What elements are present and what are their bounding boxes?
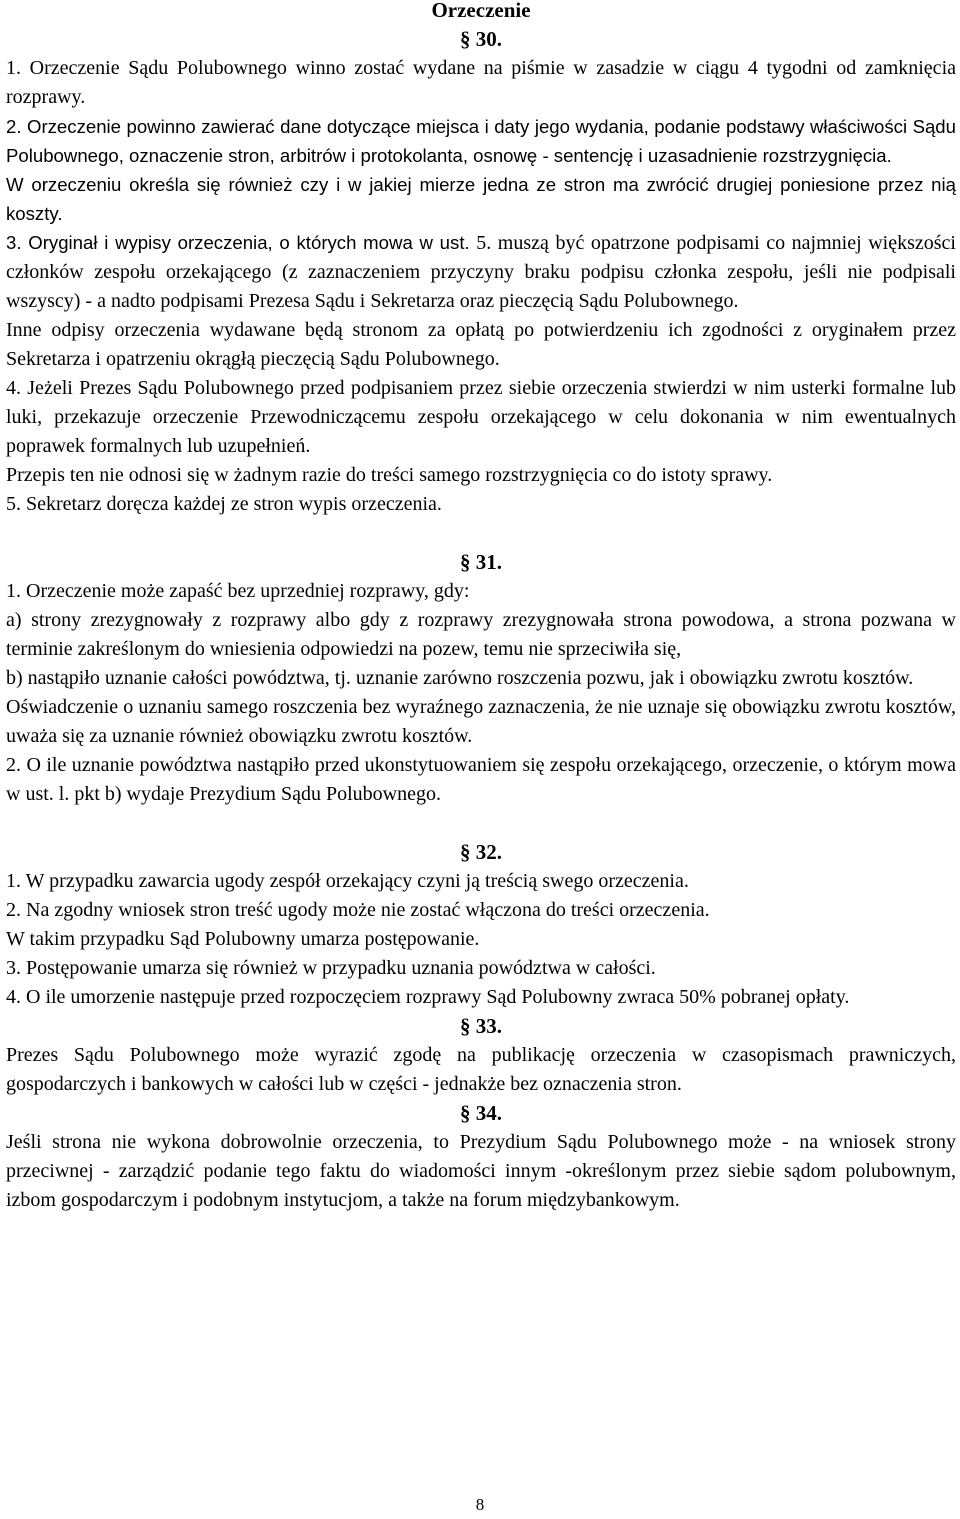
paragraph: Jeśli strona nie wykona dobrowolnie orzeczenia, to Prezydium Sądu Polubownego może - na wniosek strony przeciwnej - zarządzić podanie tego faktu do wiadomości innym -określonym przez siebie sądom polubownym, izbom gospodarczym i podobnym instytucjom, a także na forum międzybankowym. — [6, 1131, 956, 1211]
paragraph: W orzeczeniu określa się również czy i w jakiej mierze jedna ze stron ma zwrócić drugiej poniesione przez nią koszty. — [6, 174, 956, 224]
section-30-heading: § 30. — [460, 27, 502, 51]
paragraph — [6, 228, 956, 316]
paragraph: Oświadczenie o uznaniu samego roszczenia bez wyraźnego zaznaczenia, że nie uznaje się obowiązku zwrotu kosztów, uważa się za uznanie również obowiązku zwrotu kosztów. — [6, 696, 956, 747]
spacer — [6, 809, 956, 838]
paragraph: 1. Orzeczenie Sądu Polubownego winno zostać wydane na piśmie w zasadzie w ciągu 4 tygodni od zamknięcia rozprawy. — [6, 57, 956, 108]
paragraph: 1. W przypadku zawarcia ugody zespół orzekający czyni ją treścią swego orzeczenia. — [6, 870, 689, 892]
spacer — [6, 519, 956, 548]
section-33-heading: § 33. — [460, 1014, 502, 1038]
paragraph: 2. O ile uznanie powództwa nastąpiło przed ukonstytuowaniem się zespołu orzekającego, orzeczenie, o którym mowa w ust. l. pkt b) wydaje Prezydium Sądu Polubownego. — [6, 754, 956, 805]
paragraph: 2. Orzeczenie powinno zawierać dane dotyczące miejsca i daty jego wydania, podanie podstawy właściwości Sądu Polubownego, oznaczenie stron, arbitrów i protokolanta, osnowę - sentencję i uzasadnienie rozstrzygnięcia. — [6, 116, 956, 166]
paragraph: 2. Na zgodny wniosek stron treść ugody może nie zostać włączona do treści orzeczenia. — [6, 899, 710, 921]
paragraph: Prezes Sądu Polubownego może wyrazić zgodę na publikację orzeczenia w czasopismach prawniczych, gospodarczych i bankowych w całości lub w części - jednakże bez oznaczenia stron. — [6, 1044, 956, 1095]
paragraph: 5. Sekretarz doręcza każdej ze stron wypis orzeczenia. — [6, 493, 442, 515]
section-34-heading: § 34. — [460, 1101, 502, 1125]
paragraph: Przepis ten nie odnosi się w żadnym razie do treści samego rozstrzygnięcia co do istoty sprawy. — [6, 464, 773, 486]
paragraph: b) nastąpiło uznanie całości powództwa, tj. uznanie zarówno roszczenia pozwu, jak i obowiązku zwrotu kosztów. — [6, 667, 914, 689]
paragraph: W takim przypadku Sąd Polubowny umarza postępowanie. — [6, 928, 480, 950]
document-page — [6, 0, 956, 1215]
paragraph: a) strony zrezygnowały z rozprawy albo gdy z rozprawy zrezygnowała strona powodowa, a strona pozwana w terminie zakreślonym do wniesienia odpowiedzi na pozew, temu nie sprzeciwiła się, — [6, 609, 956, 660]
paragraph: 3. Postępowanie umarza się również w przypadku uznania powództwa w całości. — [6, 957, 656, 979]
paragraph-part: 5. muszą być opatrzone podpisami co najmniej większości członków zespołu orzekającego (z zaznaczeniem przyczyny braku podpisu członka zespołu, jeśli nie podpisali wszyscy) - a nadto podpisami Prezesa Sądu i Sekretarza oraz pieczęcią Sądu Polubownego. — [6, 232, 956, 312]
paragraph: 4. Jeżeli Prezes Sądu Polubownego przed podpisaniem przez siebie orzeczenia stwierdzi w nim usterki formalne lub luki, przekazuje orzeczenie Przewodniczącemu zespołu orzekającego w celu dokonania w nim ewentualnych poprawek formalnych lub uzupełnień. — [6, 377, 956, 457]
paragraph: 1. Orzeczenie może zapaść bez uprzedniej rozprawy, gdy: — [6, 580, 470, 602]
section-32-heading: § 32. — [460, 840, 502, 864]
paragraph: Inne odpisy orzeczenia wydawane będą stronom za opłatą po potwierdzeniu ich zgodności z oryginałem przez Sekretarza i opatrzeniu okrągłą pieczęcią Sądu Polubownego. — [6, 319, 956, 370]
page-number: 8 — [475, 1495, 485, 1514]
paragraph-part: 3. Oryginał i wypisy orzeczenia, o których mowa w ust. — [6, 232, 470, 253]
document-title: Orzeczenie — [431, 0, 531, 22]
section-31-heading: § 31. — [460, 550, 502, 574]
paragraph: 4. O ile umorzenie następuje przed rozpoczęciem rozprawy Sąd Polubowny zwraca 50% pobranej opłaty. — [6, 986, 850, 1008]
